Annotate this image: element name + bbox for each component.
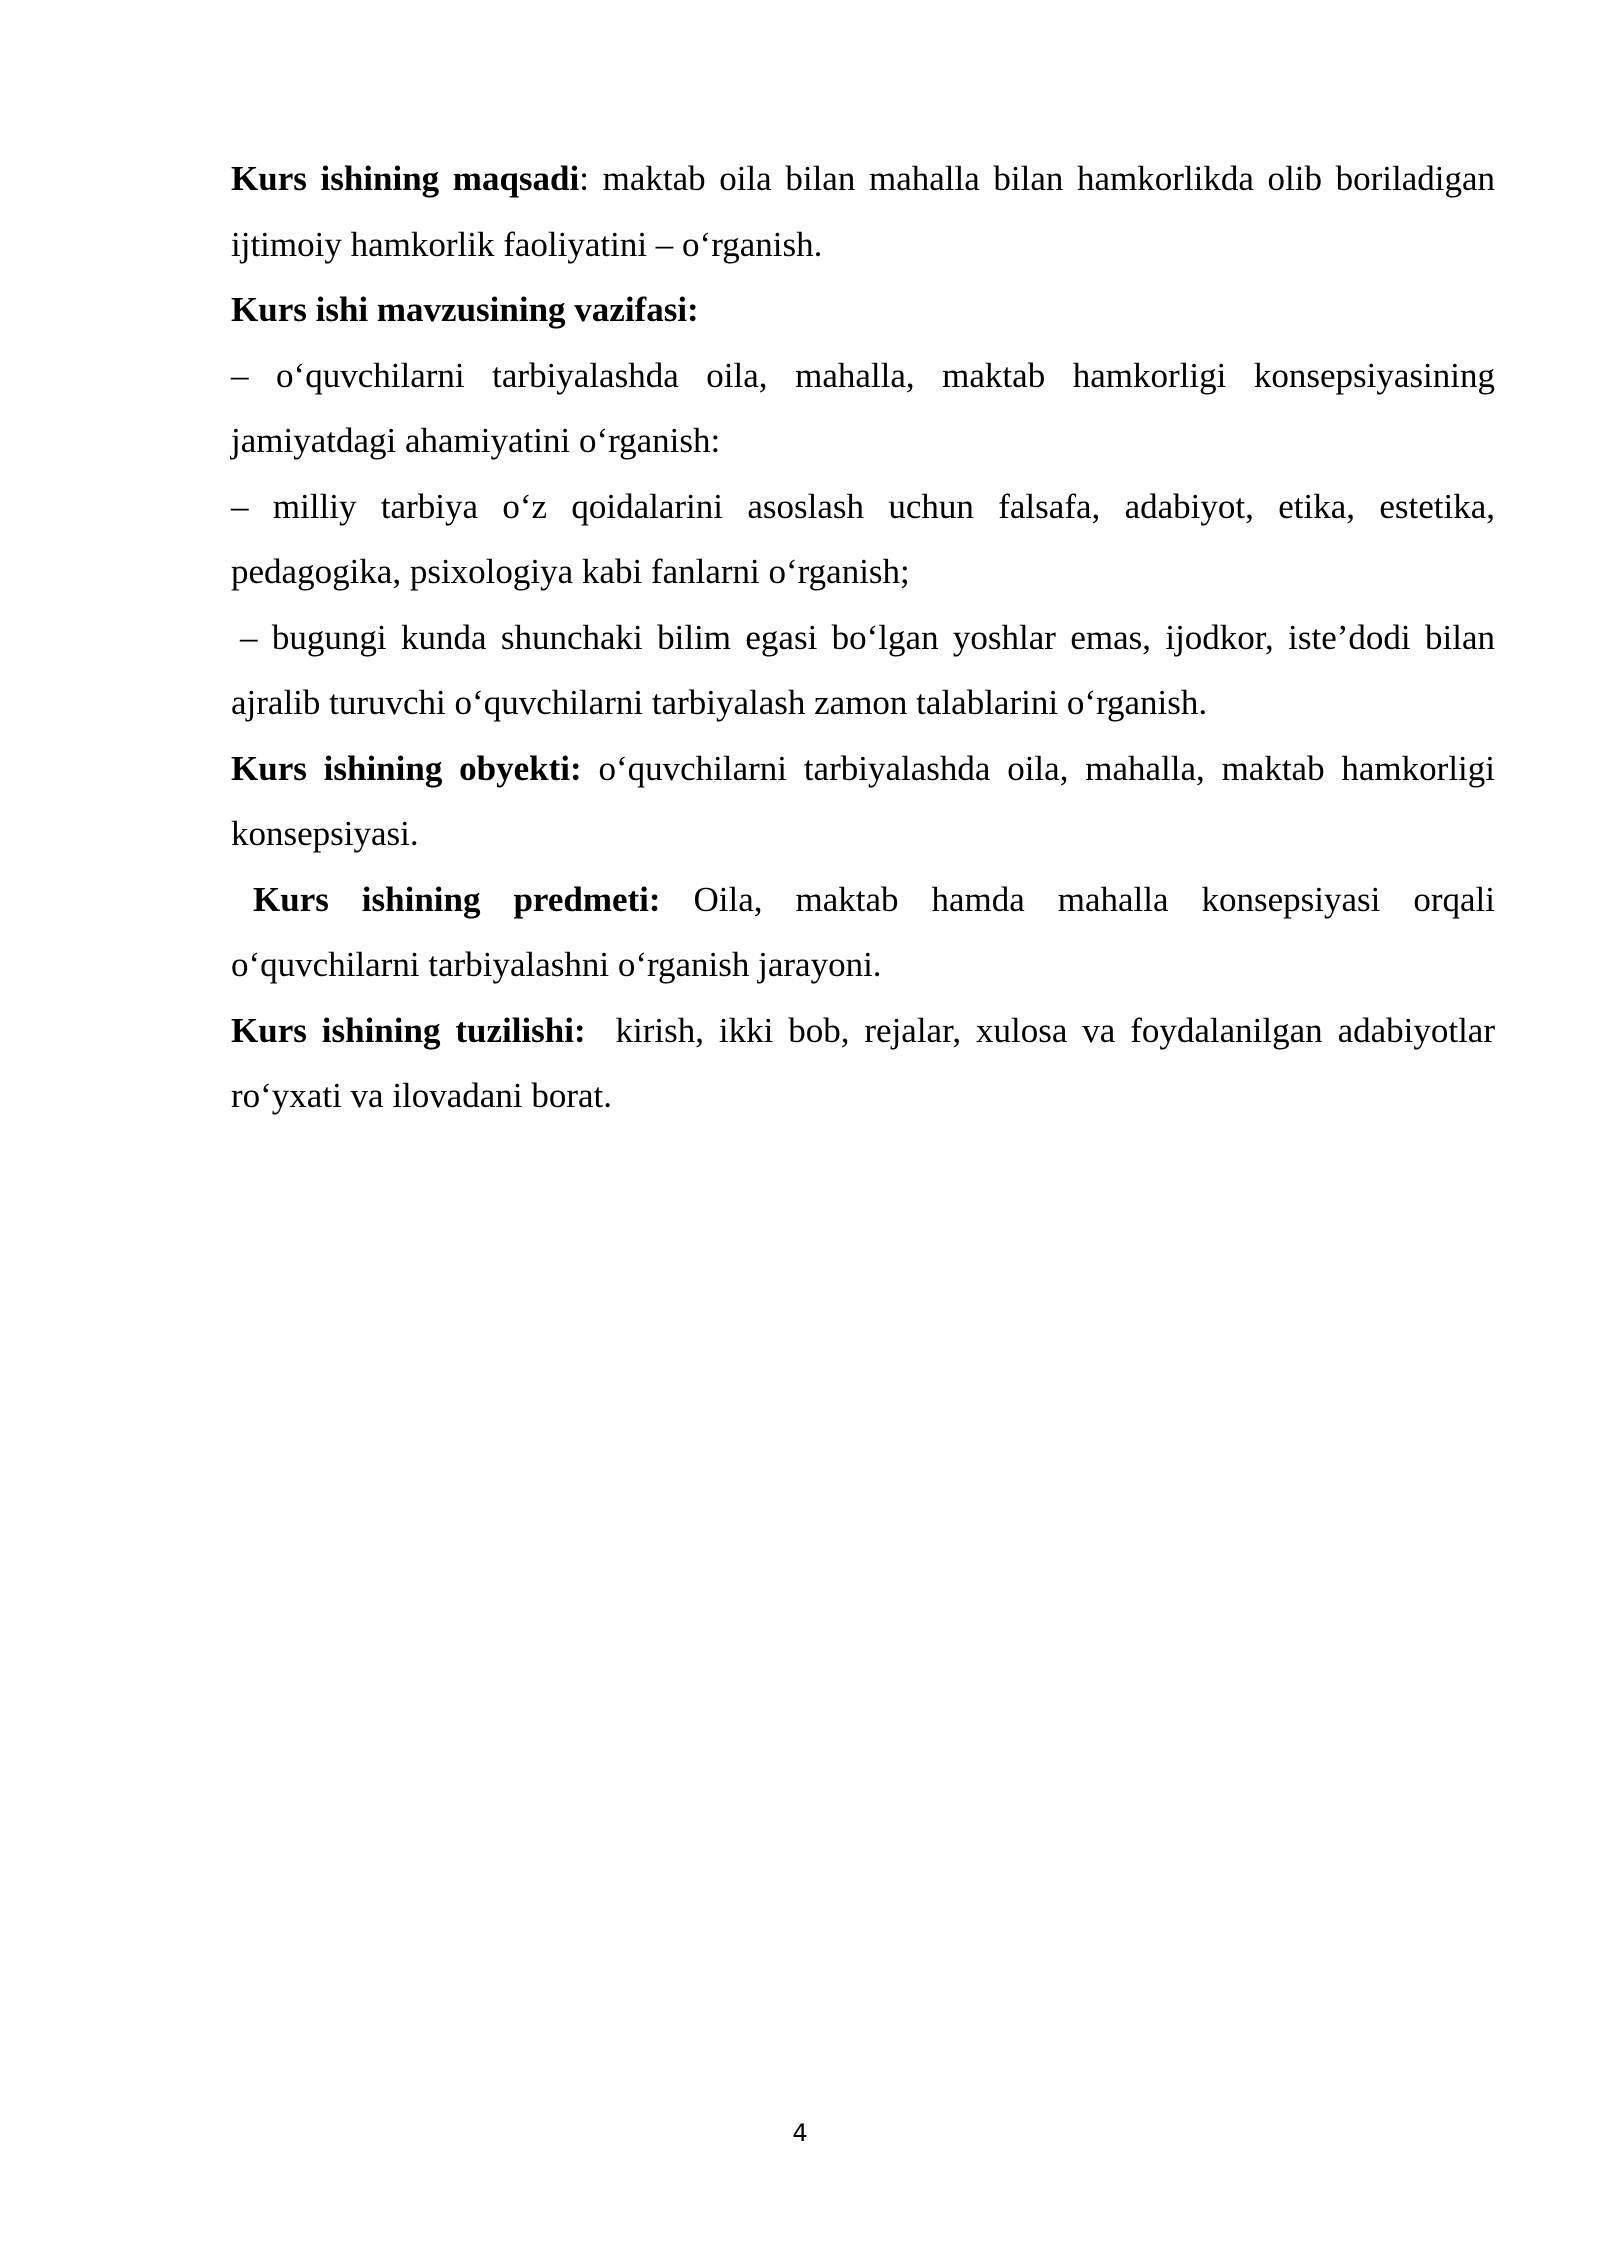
list-item-task-1 — [231, 343, 1495, 474]
paragraph-vazifasi-heading — [231, 277, 1495, 343]
paragraph-obyekti — [231, 736, 1495, 867]
paragraph-text: Oila, maktab hamda mahalla konsepsiyasi orqali o‘quvchilarni tarbiyalashni o‘rganish jarayoni. — [231, 879, 1495, 984]
paragraph-lead: Kurs ishining obyekti: — [231, 748, 582, 788]
list-item-task-3 — [231, 605, 1495, 736]
paragraph-text: kirish, ikki bob, rejalar, xulosa va foydalanilgan adabiyotlar ro‘yxati va ilovadani borat. — [231, 1010, 1504, 1115]
paragraph-text: – milliy tarbiya o‘z qoidalarini asoslash uchun falsafa, adabiyot, etika, estetika, pedagogika, psixologiya kabi fanlarni o‘rganish; — [231, 486, 1495, 591]
page-body — [231, 146, 1504, 1129]
paragraph-tuzilishi — [231, 998, 1504, 1129]
paragraph-text: – o‘quvchilarni tarbiyalashda oila, mahalla, maktab hamkorligi konsepsiyasining jamiyatdagi ahamiyatini o‘rganish: — [231, 355, 1495, 460]
paragraph-lead: Kurs ishining predmeti: — [253, 879, 661, 919]
paragraph-text: : maktab oila bilan mahalla bilan hamkorlikda olib boriladigan ijtimoiy hamkorlik faoliyatini – o‘rganish. — [231, 159, 1495, 264]
paragraph-lead: Kurs ishi mavzusining vazifasi: — [231, 290, 699, 329]
paragraph-text: o‘quvchilarni tarbiyalashda oila, mahalla, maktab hamkorligi konsepsiyasi. — [231, 748, 1495, 853]
paragraph-lead: Kurs ishining tuzilishi: — [231, 1010, 586, 1050]
paragraph-maqsadi — [231, 146, 1495, 277]
paragraph-lead: Kurs ishining maqsadi — [231, 159, 580, 198]
page-number: 4 — [792, 2119, 808, 2147]
paragraph-predmeti — [231, 867, 1495, 998]
paragraph-text: – bugungi kunda shunchaki bilim egasi bo‘lgan yoshlar emas, ijodkor, iste’dodi bilan ajralib turuvchi o‘quvchilarni tarbiyalash zamon talablarini o‘rganish. — [231, 617, 1495, 722]
list-item-task-2 — [231, 474, 1495, 605]
